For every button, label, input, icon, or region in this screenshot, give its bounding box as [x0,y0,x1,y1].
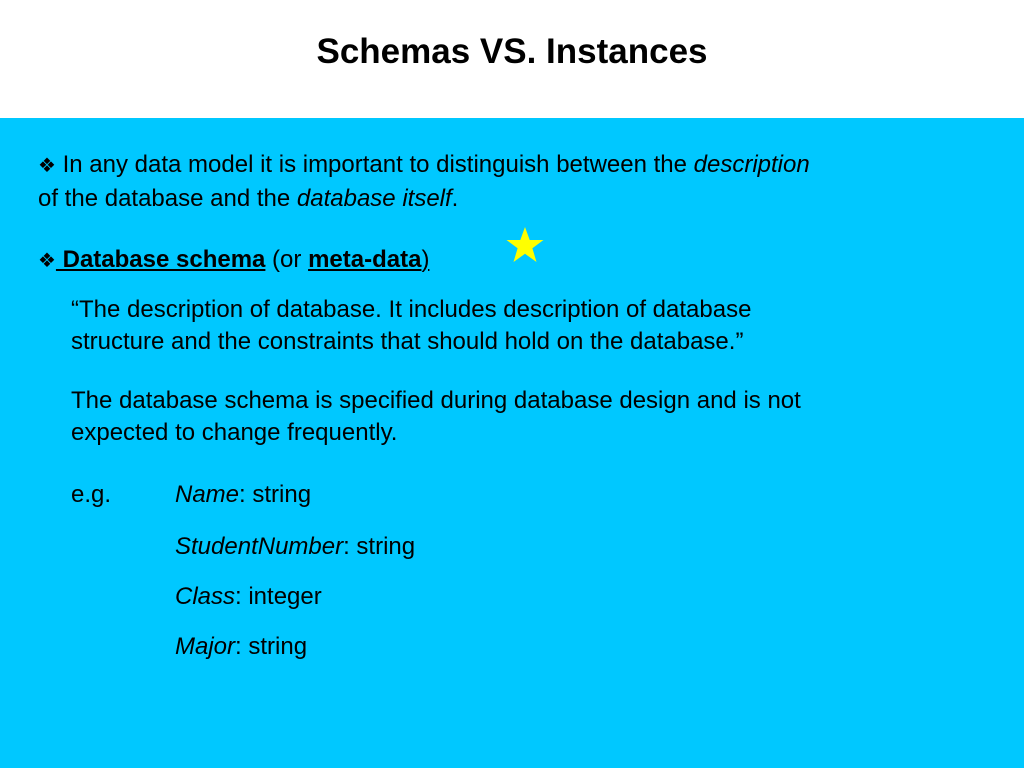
field-type: : integer [235,583,322,610]
database-schema-heading: Database schema [55,246,266,273]
bullet-1-line-2 [38,184,458,214]
bullet-1-period: . [451,185,459,212]
star-icon [505,225,545,265]
example-field-row [175,532,415,562]
field-name: Name [175,481,240,508]
paren-open: (or [265,246,309,273]
field-name: StudentNumber [175,533,344,560]
title-area [0,0,1024,118]
diamond-bullet-icon: ❖ [38,250,56,272]
bullet-1-line-2-text: of the database and the [38,185,297,212]
example-label: e.g. [71,481,112,508]
field-type: : string [239,481,312,508]
example-field-row [175,480,311,510]
meta-data-term: meta-data [308,246,422,273]
slide-title: Schemas VS. Instances [316,32,708,71]
quote-line-2: structure and the constraints that should hold on the database.” [71,328,744,355]
paragraph-line-1: The database schema is specified during database design and is not [71,387,801,414]
field-name: Major [175,633,236,660]
example-field-row [175,582,322,612]
field-name: Class [175,583,236,610]
bullet-1-italic-description: description [693,151,810,178]
paragraph-line-2: expected to change frequently. [71,419,398,446]
field-type: : string [235,633,308,660]
diamond-bullet-icon: ❖ [38,155,56,177]
quote-line-1: “The description of database. It includes description of database [71,296,752,323]
bullet-2-heading [38,245,429,276]
example-field-row [175,632,307,662]
field-type: : string [343,533,416,560]
paren-close: ) [421,246,430,273]
bullet-1-line-1 [38,150,810,181]
bullet-1-text: In any data model it is important to distinguish between the [55,151,694,178]
bullet-1-italic-database-itself: database itself [296,185,452,212]
